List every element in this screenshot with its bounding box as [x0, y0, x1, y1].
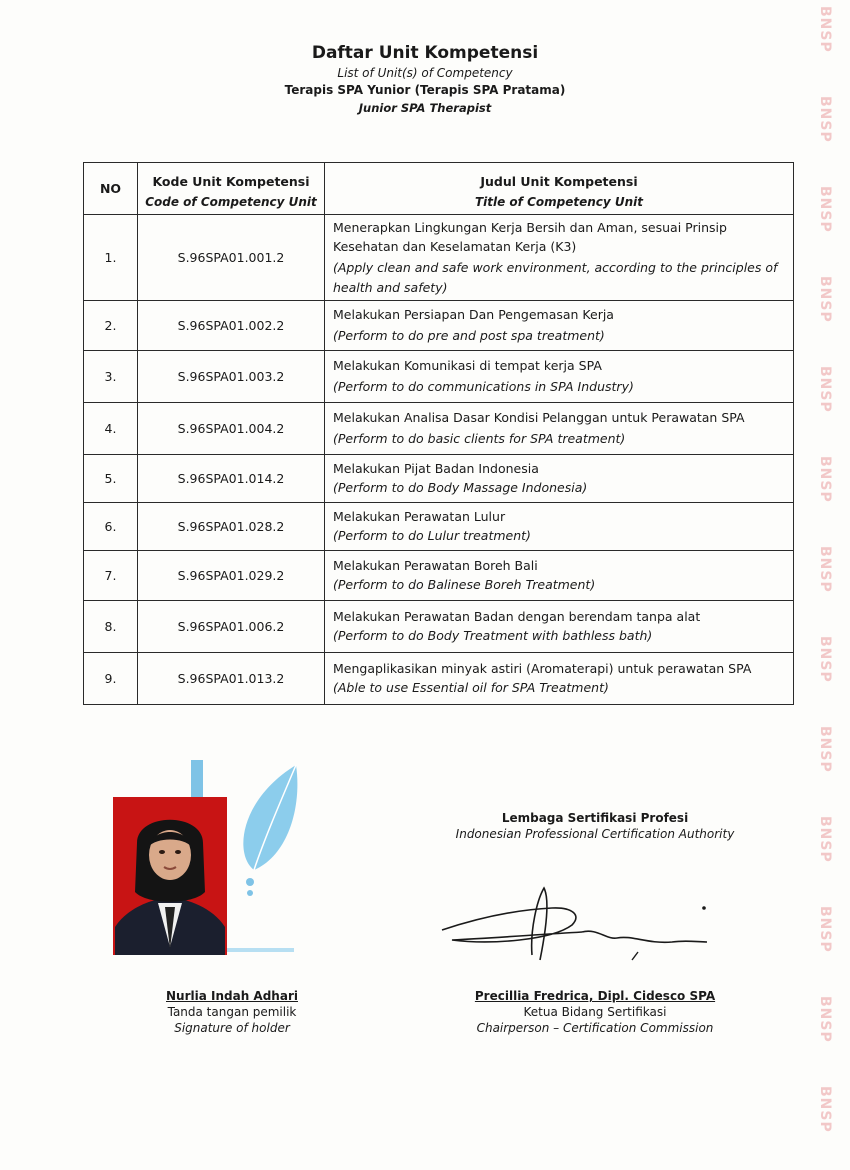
row-code: S.96SPA01.002.2 — [138, 301, 325, 351]
col-no-header: NO — [84, 163, 138, 215]
watermark-text: BNSP — [817, 6, 833, 53]
row-title-en: (Apply clean and safe work environment, according to the principles of health and safety) — [333, 259, 778, 295]
table-subheader-row — [84, 193, 794, 215]
authority-signature-block — [440, 988, 750, 1036]
row-code: S.96SPA01.014.2 — [138, 455, 325, 503]
row-title-en: (Perform to do Body Treatment with bathless bath) — [333, 628, 653, 643]
holder-label: Tanda tangan pemilik — [167, 1005, 297, 1019]
row-code: S.96SPA01.001.2 — [138, 215, 325, 301]
watermark-text: BNSP — [817, 456, 833, 503]
row-title: Mengaplikasikan minyak astiri (Aromaterapi) untuk perawatan SPA — [333, 661, 752, 676]
holder-photo — [113, 797, 227, 955]
row-no: 1. — [84, 215, 138, 301]
document-title: Daftar Unit Kompetensi — [311, 43, 539, 63]
row-title: Melakukan Persiapan Dan Pengemasan Kerja — [333, 307, 614, 322]
authority-name: Lembaga Sertifikasi Profesi — [501, 811, 689, 825]
row-code: S.96SPA01.028.2 — [138, 503, 325, 551]
portrait-icon — [113, 797, 227, 955]
row-no: 9. — [84, 653, 138, 705]
row-no: 3. — [84, 351, 138, 403]
row-title-en: (Perform to do basic clients for SPA treatment) — [333, 431, 626, 446]
col-title-header: Judul Unit Kompetensi — [325, 163, 794, 193]
authority-heading — [440, 810, 750, 842]
row-code: S.96SPA01.013.2 — [138, 653, 325, 705]
row-no: 7. — [84, 551, 138, 601]
row-code: S.96SPA01.003.2 — [138, 351, 325, 403]
row-title-en: (Perform to do Balinese Boreh Treatment) — [333, 577, 596, 592]
authority-name-en: Indonesian Professional Certification Authority — [455, 827, 735, 841]
holder-name: Nurlia Indah Adhari — [166, 989, 298, 1003]
signatory-position-en: Chairperson – Certification Commission — [476, 1021, 714, 1035]
row-title-cell — [325, 503, 794, 551]
table-row — [84, 551, 794, 601]
holder-signature-block — [112, 988, 352, 1036]
watermark-text: BNSP — [817, 366, 833, 413]
watermark-text: BNSP — [817, 726, 833, 773]
row-title-cell — [325, 601, 794, 653]
table-row — [84, 653, 794, 705]
signatory-position: Ketua Bidang Sertifikasi — [523, 1005, 667, 1019]
row-code: S.96SPA01.029.2 — [138, 551, 325, 601]
row-title: Melakukan Komunikasi di tempat kerja SPA — [333, 358, 602, 373]
row-title: Menerapkan Lingkungan Kerja Bersih dan Aman, sesuai Prinsip Kesehatan dan Keselamatan Kerja (K3) — [333, 219, 727, 254]
table-row — [84, 351, 794, 403]
watermark-text: BNSP — [817, 546, 833, 593]
watermark-text: BNSP — [817, 906, 833, 953]
row-title-cell — [325, 653, 794, 705]
row-title-cell — [325, 551, 794, 601]
watermark-text: BNSP — [817, 186, 833, 233]
watermark-text: BNSP — [817, 996, 833, 1043]
row-title: Melakukan Perawatan Lulur — [333, 509, 506, 524]
table-row — [84, 601, 794, 653]
table-row — [84, 215, 794, 301]
table-row — [84, 403, 794, 455]
row-no: 4. — [84, 403, 138, 455]
watermark-text: BNSP — [817, 276, 833, 323]
row-code: S.96SPA01.004.2 — [138, 403, 325, 455]
table-header-row — [84, 163, 794, 193]
row-title-cell — [325, 351, 794, 403]
row-title-cell — [325, 301, 794, 351]
row-title-cell — [325, 403, 794, 455]
row-title-en: (Able to use Essential oil for SPA Treatment) — [333, 680, 609, 695]
watermark-text: BNSP — [817, 816, 833, 863]
signatory-name: Precillia Fredrica, Dipl. Cidesco SPA — [474, 989, 716, 1003]
row-title: Melakukan Perawatan Badan dengan berendam tanpa alat — [333, 609, 701, 624]
row-title-en: (Perform to do Body Massage Indonesia) — [333, 480, 588, 495]
watermark-text: BNSP — [817, 636, 833, 683]
col-code-header-en: Code of Competency Unit — [138, 193, 325, 215]
table-row — [84, 455, 794, 503]
row-title: Melakukan Analisa Dasar Kondisi Pelanggan untuk Perawatan SPA — [333, 410, 745, 425]
row-title: Melakukan Perawatan Boreh Bali — [333, 558, 538, 573]
row-title-en: (Perform to do Lulur treatment) — [333, 528, 531, 543]
qualification-title: Terapis SPA Yunior (Terapis SPA Pratama) — [284, 83, 566, 97]
watermark-text: BNSP — [817, 96, 833, 143]
row-title-en: (Perform to do communications in SPA Industry) — [333, 379, 634, 394]
holder-label-en: Signature of holder — [174, 1021, 290, 1035]
row-no: 8. — [84, 601, 138, 653]
col-title-header-en: Title of Competency Unit — [325, 193, 794, 215]
watermark-text: BNSP — [817, 1086, 833, 1133]
row-no: 2. — [84, 301, 138, 351]
row-title-en: (Perform to do pre and post spa treatment) — [333, 328, 605, 343]
qualification-title-en: Junior SPA Therapist — [358, 101, 492, 115]
row-no: 5. — [84, 455, 138, 503]
col-code-header: Kode Unit Kompetensi — [138, 163, 325, 193]
row-title-cell — [325, 455, 794, 503]
row-title-cell — [325, 215, 794, 301]
row-title: Melakukan Pijat Badan Indonesia — [333, 461, 539, 476]
document-title-en: List of Unit(s) of Competency — [337, 66, 513, 80]
row-no: 6. — [84, 503, 138, 551]
row-code: S.96SPA01.006.2 — [138, 601, 325, 653]
watermark-column — [793, 0, 833, 1170]
signature-icon — [432, 880, 732, 980]
document-header — [0, 42, 850, 117]
competency-table — [83, 162, 794, 705]
table-row — [84, 301, 794, 351]
table-row — [84, 503, 794, 551]
